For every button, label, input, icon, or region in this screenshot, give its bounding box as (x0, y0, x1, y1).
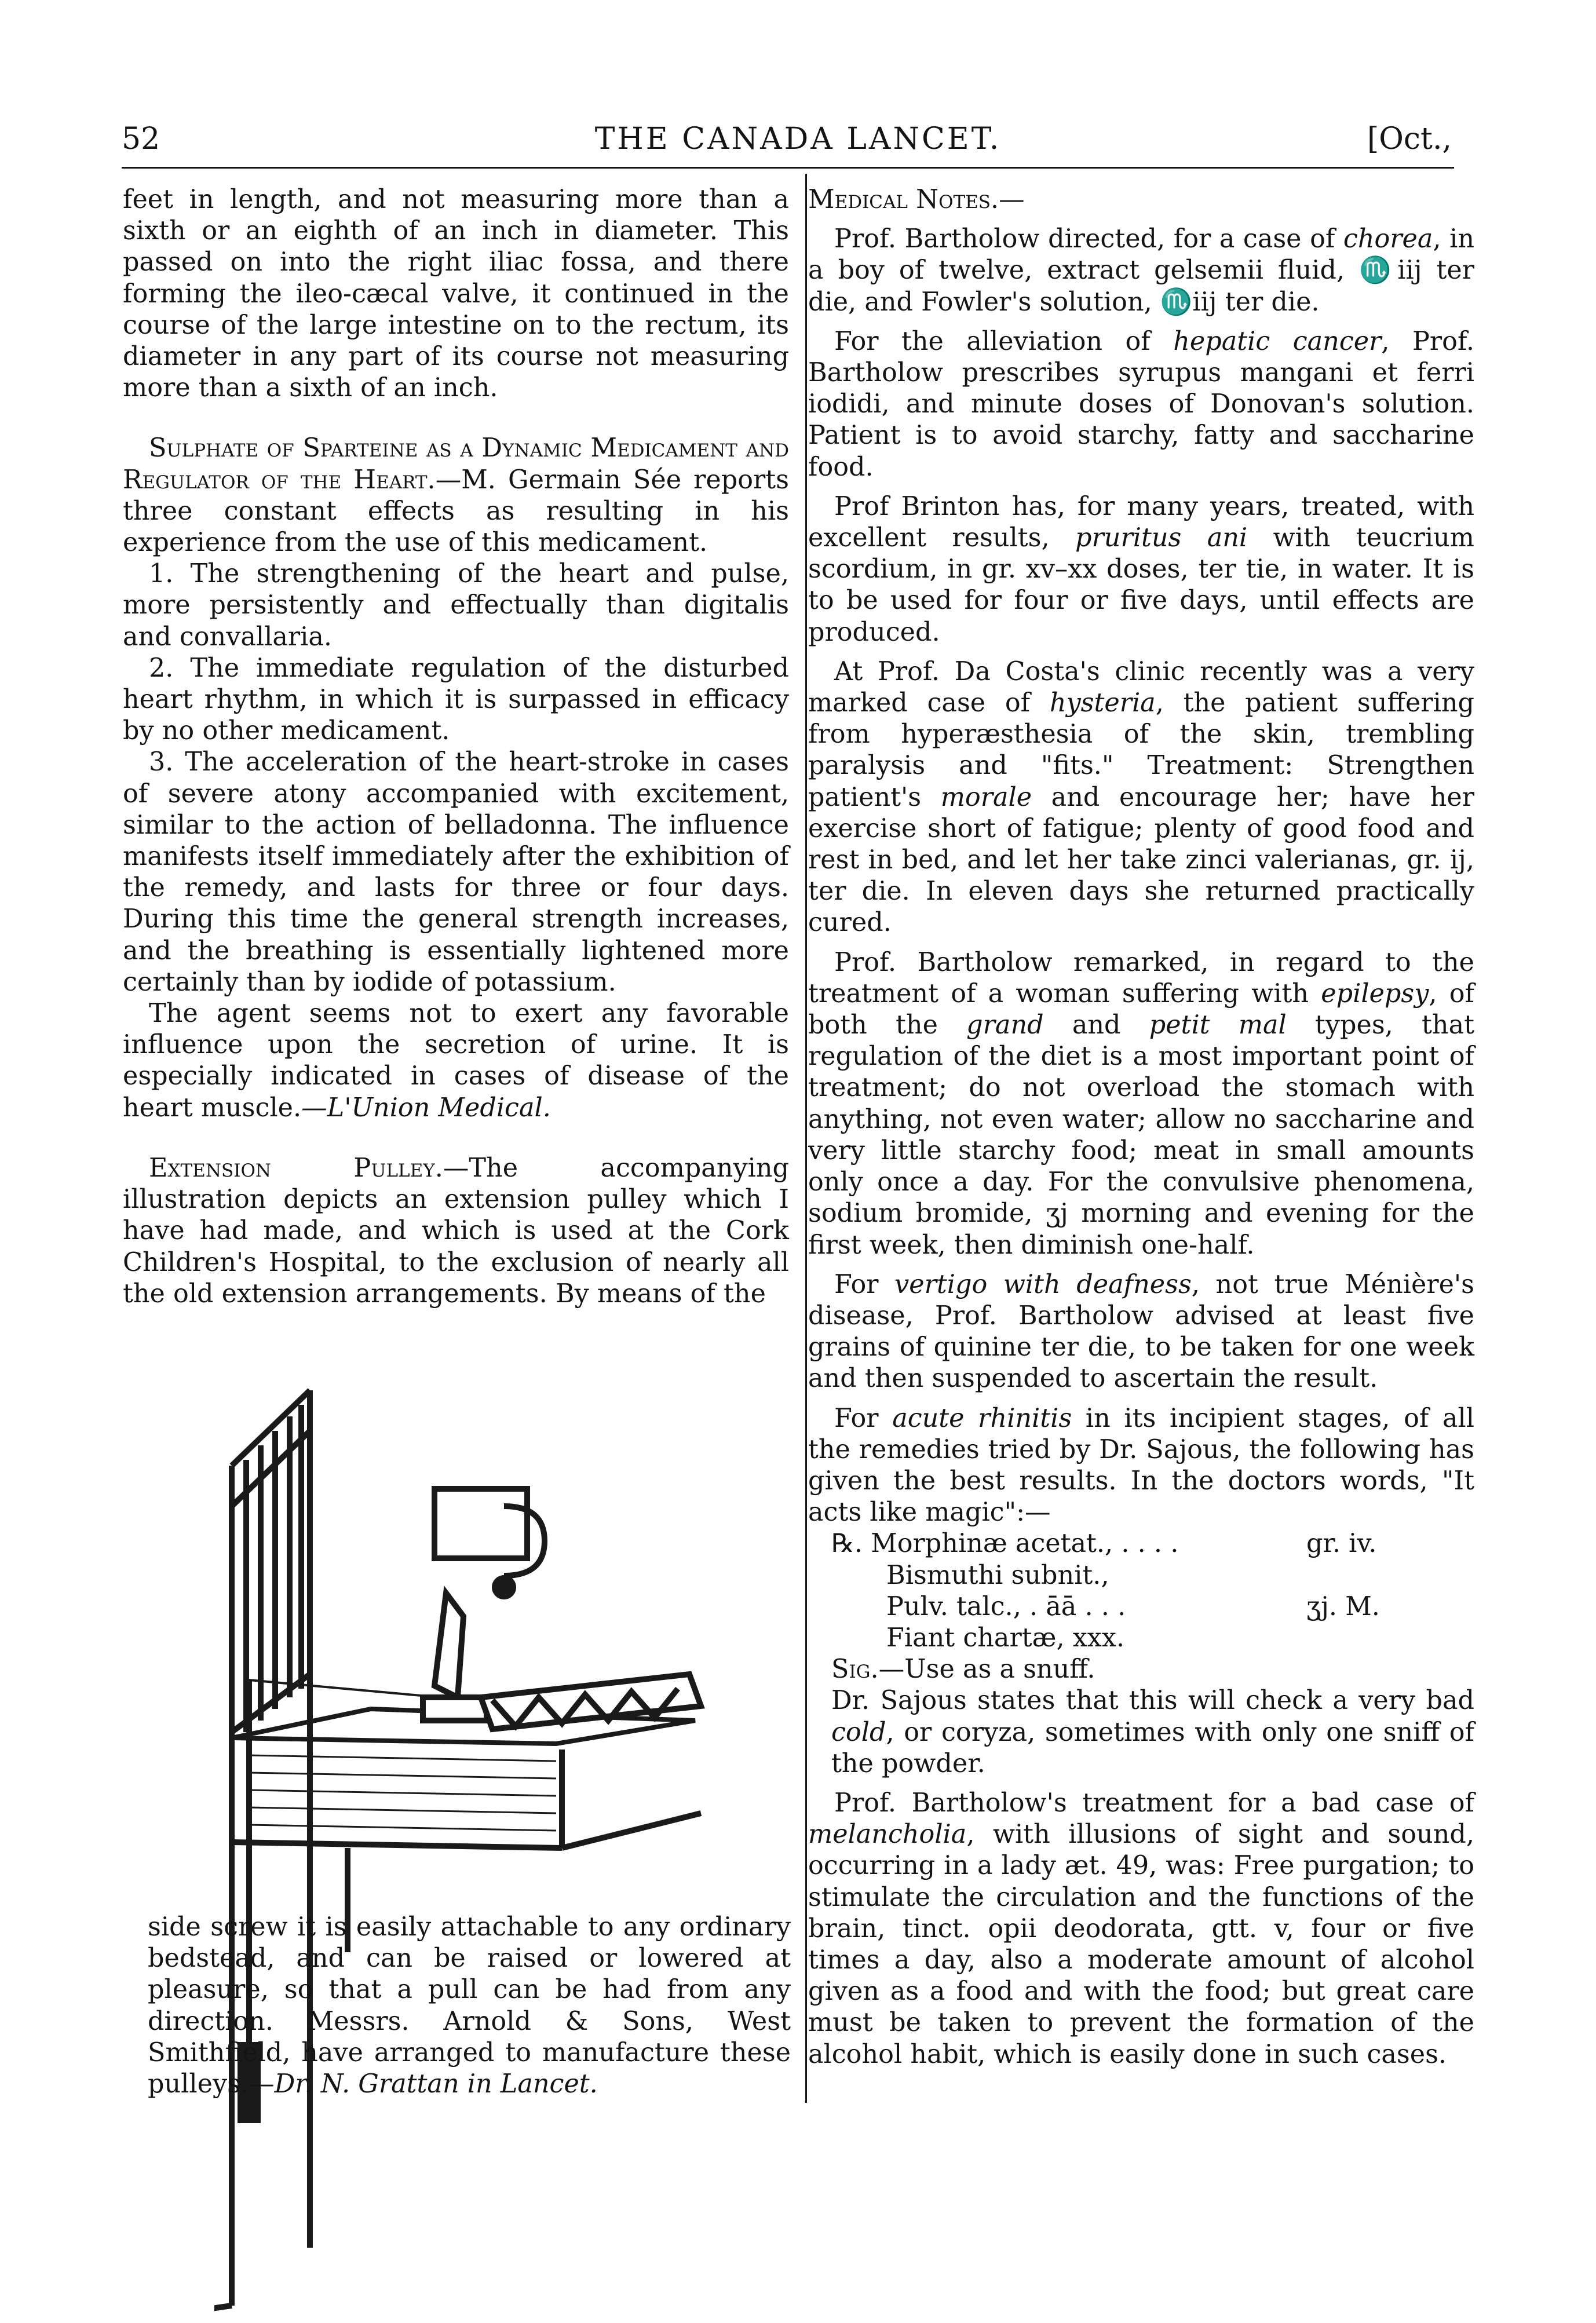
pulley-cont-text: side screw it is easily attachable to any ordinary bedstead, and can be raised or lowered at pleasure, so that a pull can be had from any direction. Messrs. Arnold & Sons, West Smithfield, have arranged to manufacture these pulleys. (148, 1912, 791, 2099)
rx-line-3: Pulv. talc., . āā . . . (886, 1591, 1126, 1621)
extension-pulley-illustration (214, 1373, 782, 2323)
note-rhinitis: For acute rhinitis in its incipient stages, of all the remedies tried by Dr. Sajous, the following has given the best results. In the doctors words, "It acts like magic":— (808, 1403, 1475, 1528)
pulley-heading: Extension Pulley. (149, 1153, 443, 1183)
pulley-article (123, 1153, 789, 1310)
rx-dose-3: ʒj. M. (1306, 1591, 1380, 1621)
sparteine-heading: Sulphate of Sparteine as a Dynamic Medicament and Regulator of the Heart. (123, 433, 789, 495)
page-number: 52 (122, 122, 160, 156)
journal-title: THE CANADA LANCET. (594, 122, 1002, 156)
note-chorea: Prof. Bartholow directed, for a case of chorea, in a boy of twelve, extract gelsemii fluid, ♏iij ter die, and Fowler's solution, ♏iij ter die. (808, 224, 1474, 317)
header-rule (122, 167, 1454, 169)
pulley-continued (148, 1912, 791, 2100)
medical-notes-heading: Medical Notes.— (808, 185, 1025, 214)
note-vertigo: For vertigo with deafness, not true Ménière's disease, Prof. Bartholow advised at least five grains of quinine ter die, to be taken for one week and then suspended to ascertain the result. (808, 1269, 1475, 1394)
rx-line-1: ℞. Morphinæ acetat., . . . . (831, 1529, 1179, 1559)
pulley-text: —The accompanying illustration depicts an extension pulley which I have had made, and which is used at the Cork Children's Hospital, to the exclusion of nearly all the old extension arrangements. By means of the (123, 1153, 789, 1309)
note-pruritus: Prof Brinton has, for many years, treated, with excellent results, pruritus ani with teucrium scordium, in gr. xv–xx doses, ter tie, in water. It is to be used for four or five days, until effects are produced. (808, 491, 1474, 647)
sparteine-article (123, 433, 789, 558)
issue-month: [Oct., (1367, 122, 1452, 156)
pulley-source: —Dr. N. Grattan in Lancet. (249, 2069, 598, 2099)
note-hysteria: At Prof. Da Costa's clinic recently was a very marked case of hysteria, the patient suffering from hyperæsthesia of the skin, trembling paralysis and "fits." Treatment: Strengthen patient's morale and encourage her; have her exercise short of fatigue; plenty of good food and rest in bed, and let her take zinci valerianas, gr. ij, ter die. In eleven days she returned practically cured. (808, 656, 1474, 938)
sparteine-source: —L'Union Medical. (301, 1093, 551, 1123)
rx-signature: Sig.—Use as a snuff. (831, 1654, 1095, 1685)
sparteine-intro: —M. Germain Sée reports three constant effects as resulting in his experience from the use of this medicament. (123, 465, 789, 558)
sparteine-urine-text: The agent seems not to exert any favorable influence upon the secretion of urine. It is especially indicated in cases of disease of the heart muscle. (123, 999, 789, 1123)
rx-line-2: Bismuthi subnit., (886, 1560, 1109, 1590)
left-column-top (123, 184, 789, 1310)
sparteine-point-3: 3. The acceleration of the heart-stroke in cases of severe atony accompanied with excitement, similar to the action of belladonna. The influence manifests itself immediately after the exhibition of the remedy, and lasts for three or four days. During this time the general strength increases, and the breathing is essentially lightened more certainly than by iodide of potassium. (123, 747, 789, 997)
note-hepatic-cancer: For the alleviation of hepatic cancer, Prof. Bartholow prescribes syrupus mangani et ferri iodidi, and minute doses of Donovan's solution. Patient is to avoid starchy, fatty and saccharine food. (808, 326, 1474, 482)
note-sajous: Dr. Sajous states that this will check a very bad cold, or coryza, sometimes with only one sniff of the powder. (831, 1686, 1474, 1778)
anatomy-paragraph: feet in length, and not measuring more than a sixth or an eighth of an inch in diameter. This passed on into the right iliac fossa, and there forming the ileo-cæcal valve, it continued in the course of the large intestine on to the rectum, its diameter in any part of its course not measuring more than a sixth of an inch. (123, 185, 789, 403)
column-divider (805, 174, 807, 2103)
sparteine-urine-paragraph (123, 998, 789, 1124)
right-column (808, 184, 1474, 2070)
sparteine-point-1: 1. The strengthening of the heart and pulse, more persistently and effectually than digitalis and convallaria. (123, 559, 789, 652)
rx-line-4: Fiant chartæ, xxx. (886, 1623, 1125, 1653)
prescription (808, 1528, 1474, 1654)
left-column-bottom (148, 1912, 791, 2100)
rx-dose-1: gr. iv. (1306, 1529, 1377, 1559)
note-melancholia: Prof. Bartholow's treatment for a bad case of melancholia, with illusions of sight and sound, occurring in a lady æt. 49, was: Free purgation; to stimulate the circulation and the functions of the brain, tinct. opii deodorata, gtt. v, four or five times a day, also a moderate amount of alcohol given as a food and with the food; but great care must be taken to prevent the formation of the alcohol habit, which is easily done in such cases. (808, 1788, 1474, 2069)
sparteine-point-2: 2. The immediate regulation of the disturbed heart rhythm, in which it is surpassed in efficacy by no other medicament. (123, 653, 789, 746)
note-epilepsy: Prof. Bartholow remarked, in regard to the treatment of a woman suffering with epilepsy, of both the grand and petit mal types, that regulation of the diet is a most important point of treatment; do not overload the stomach with anything, not even water; allow no saccharine and very little starchy food; meat in small amounts only once a day. For the convulsive phenomena, sodium bromide, ʒj morning and evening for the first week, then diminish one-half. (808, 947, 1474, 1260)
